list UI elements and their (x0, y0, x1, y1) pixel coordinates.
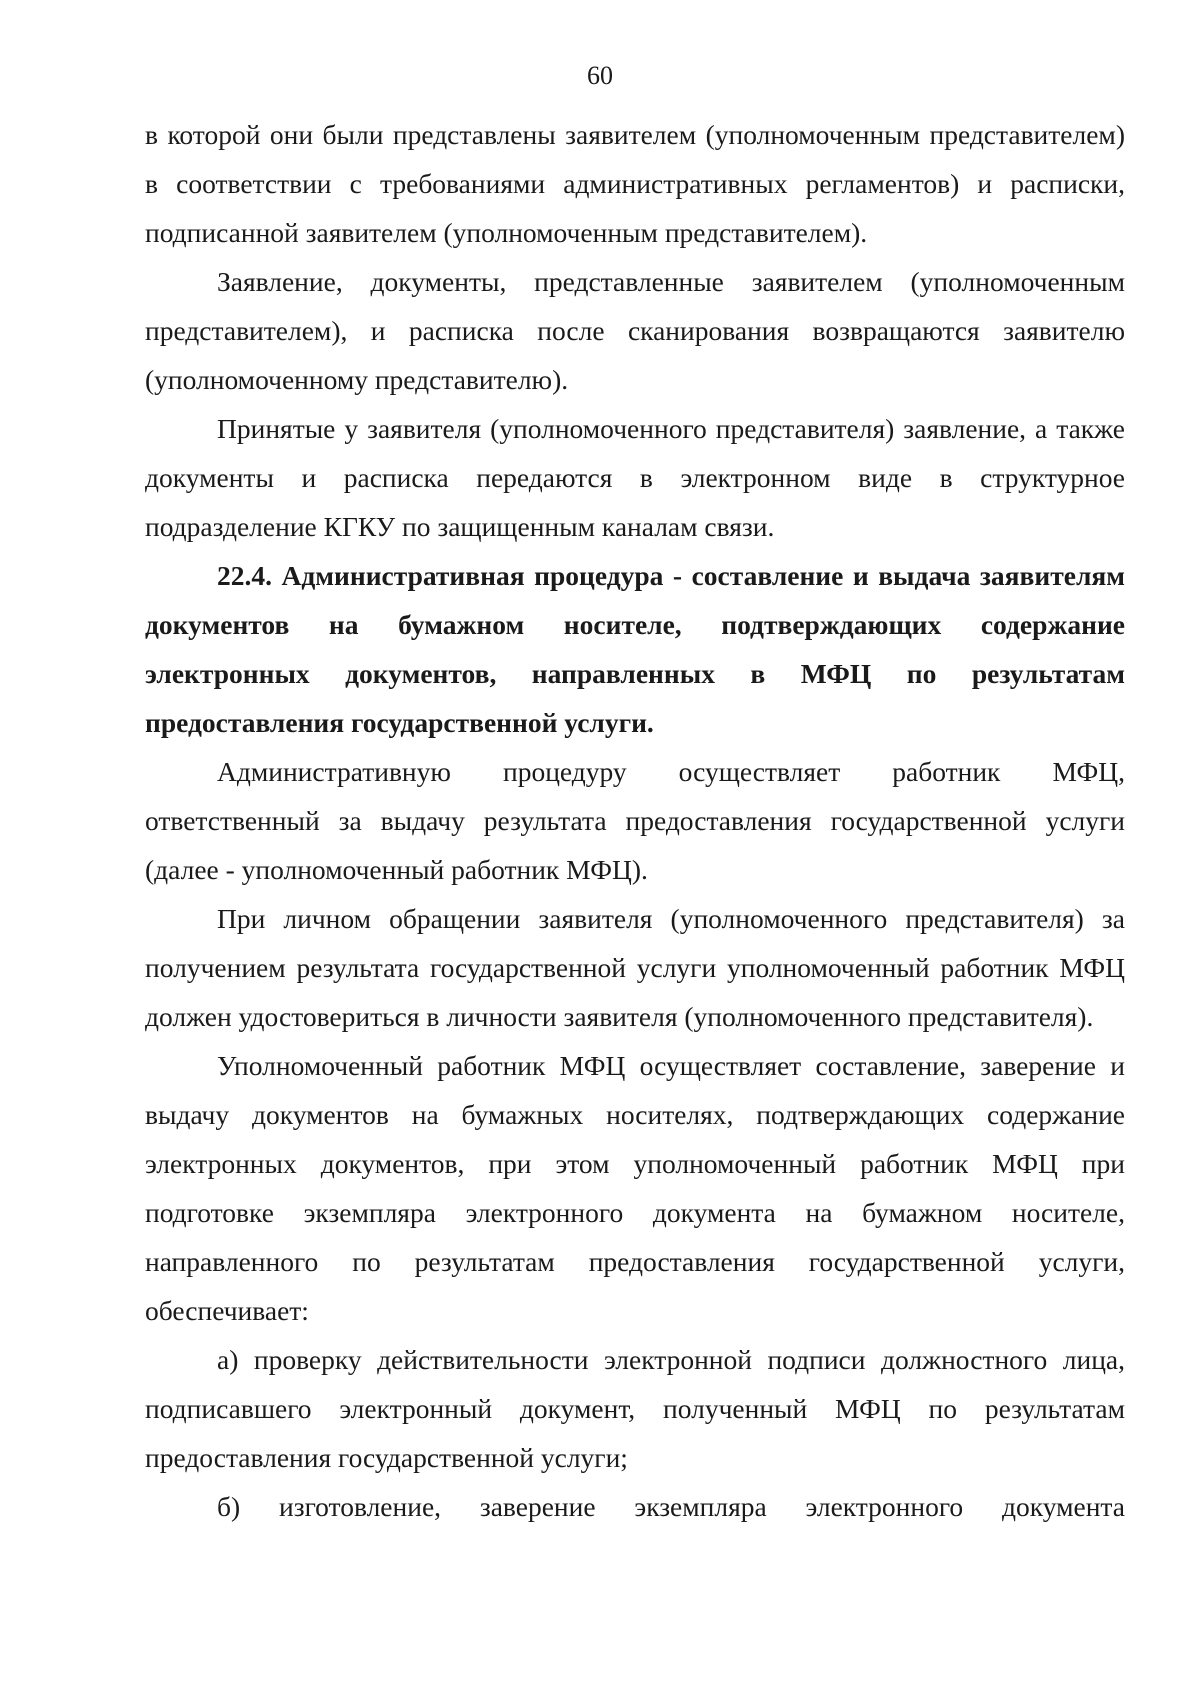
page-number: 60 (587, 61, 613, 90)
paragraph-documents-returned: Заявление, документы, представленные заявителем (уполномоченным представителем), и расписка после сканирования возвращаются заявителю (уполномоченному представителю). (145, 266, 1125, 395)
document-body (145, 110, 1125, 1531)
list-item-b: б) изготовление, заверение экземпляра электронного документа (217, 1491, 1125, 1522)
paragraph-issuance-duties: Уполномоченный работник МФЦ осуществляет составление, заверение и выдачу документов на бумажных носителях, подтверждающих содержание электронных документов, при этом уполномоченный работник МФЦ при подготовке экземпляра электронного документа на бумажном носителе, направленного по результатам предоставления государственной услуги, обеспечивает: (145, 1050, 1125, 1326)
paragraph-continuation: в которой они были представлены заявителем (уполномоченным представителем) в соответствии с требованиями административных регламентов) и расписки, подписанной заявителем (уполномоченным представителем). (145, 119, 1125, 248)
list-item-a: а) проверку действительности электронной подписи должностного лица, подписавшего электронный документ, полученный МФЦ по результатам предоставления государственной услуги; (145, 1344, 1125, 1473)
paragraph-procedure-performer: Административную процедуру осуществляет работник МФЦ, ответственный за выдачу результата предоставления государственной услуги (далее - уполномоченный работник МФЦ). (145, 756, 1125, 885)
section-heading-22-4: 22.4. Административная процедура - составление и выдача заявителям документов на бумажном носителе, подтверждающих содержание электронных документов, направленных в МФЦ по результатам предоставления государственной услуги. (145, 560, 1125, 738)
paragraph-documents-transferred: Принятые у заявителя (уполномоченного представителя) заявление, а также документы и расписка передаются в электронном виде в структурное подразделение КГКУ по защищенным каналам связи. (145, 413, 1125, 542)
paragraph-identity-check: При личном обращении заявителя (уполномоченного представителя) за получением результата государственной услуги уполномоченный работник МФЦ должен удостовериться в личности заявителя (уполномоченного представителя). (145, 903, 1125, 1032)
